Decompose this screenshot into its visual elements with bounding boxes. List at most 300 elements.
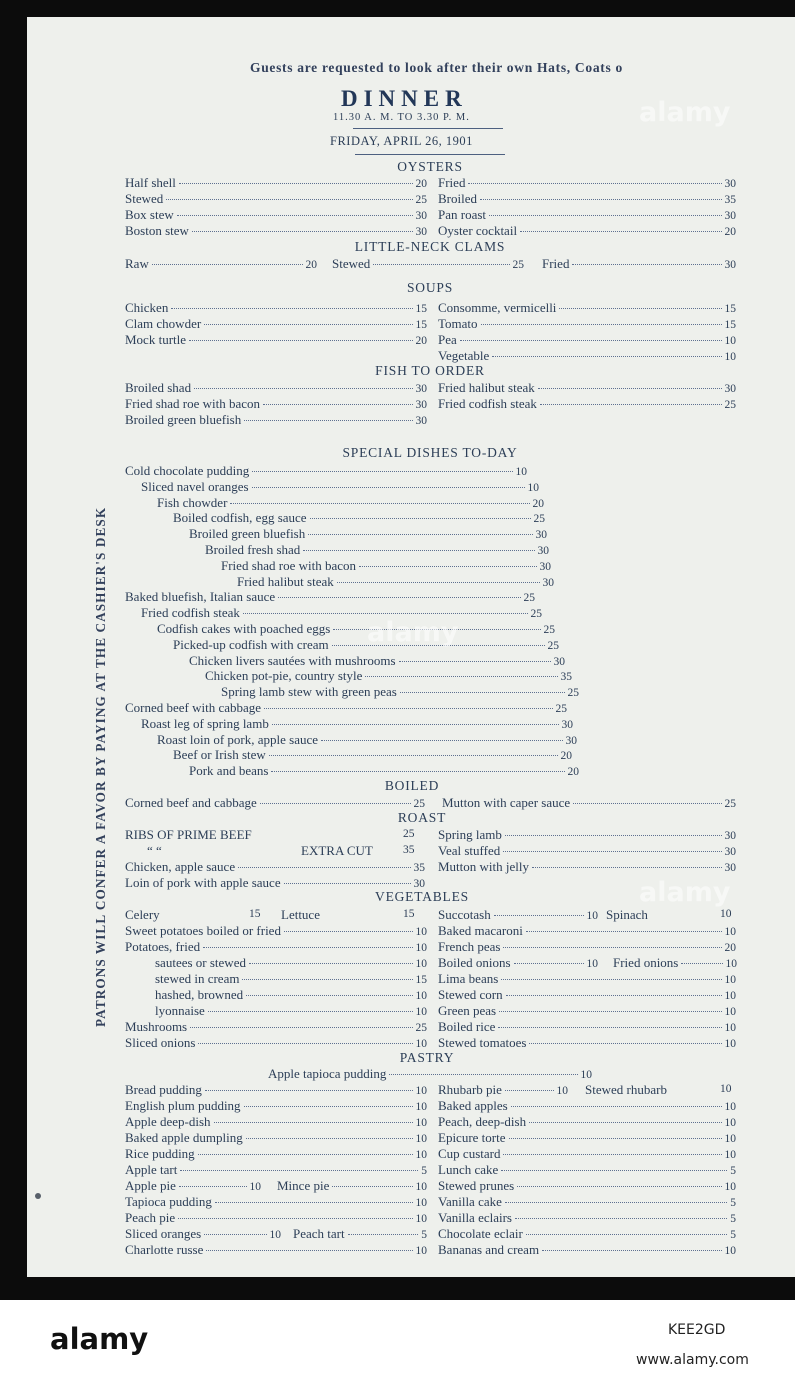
menu-item [438,1162,736,1177]
menu-item-price: 5 [730,1213,736,1225]
menu-item-price: 30 [415,399,427,411]
menu-item [438,1019,736,1034]
dot-leader [152,264,303,265]
menu-item-price: 30 [724,383,736,395]
menu-item [438,1035,736,1050]
menu-item [125,412,427,427]
menu-item [125,396,427,411]
menu-item-name: Tapioca pudding [125,1194,212,1209]
stock-url: www.alamy.com [636,1352,749,1368]
menu-item [438,175,736,190]
menu-item [438,907,598,922]
menu-item-name: Charlotte russe [125,1242,204,1257]
menu-item-price: 30 [539,560,551,573]
menu-item [125,191,427,206]
dot-leader [572,264,721,265]
menu-item [438,1130,736,1145]
dot-leader [332,1186,412,1187]
stock-logo: alamy [50,1322,149,1356]
menu-item-price: 30 [537,545,549,557]
price: 15 [249,908,261,920]
dot-leader [389,1074,577,1075]
menu-item-price: 25 [543,624,555,636]
dot-leader [230,503,529,504]
dot-leader [503,1154,721,1155]
menu-item-name: Chocolate eclair [438,1226,523,1241]
dot-leader [252,471,512,472]
dot-leader [269,755,558,756]
menu-item-price: 10 [724,1133,736,1145]
menu-item-name: Fried [438,175,466,190]
dot-leader [515,1218,727,1219]
menu-item [125,1114,427,1129]
menu-item [542,256,736,271]
menu-item-price: 10 [415,990,427,1002]
menu-item-price: 25 [530,608,542,621]
menu-item [613,955,737,970]
menu-item-name: Picked-up codfish with cream [173,636,329,652]
dot-leader [498,1027,721,1028]
menu-item-name: Peach pie [125,1210,176,1225]
menu-item-name: Rice pudding [125,1146,195,1161]
menu-item [155,955,427,970]
menu-item [157,621,555,636]
menu-item [125,1146,427,1161]
dot-leader [310,518,531,519]
menu-item-price: 10 [724,351,736,363]
menu-item-price: 10 [724,1245,736,1257]
menu-item-name: Sliced onions [125,1035,196,1050]
menu-item-price: 30 [415,383,427,395]
menu-item-price: 10 [415,1181,427,1193]
menu-item-name: Corned beef with cabbage [125,700,262,715]
menu-item-name: Chicken [125,300,169,315]
menu-item [157,495,544,510]
menu-item-name: Chicken pot-pie, country style [205,668,363,684]
menu-item-price: 20 [415,335,427,347]
dot-leader [532,867,722,868]
menu-item [189,763,579,778]
menu-item-price: 35 [413,862,425,874]
menu-item-price: 25 [547,639,559,652]
menu-item-name: lyonnaise [155,1003,205,1018]
dot-leader [505,835,722,836]
menu-item-price: 30 [542,576,554,589]
menu-item-name: Apple pie [125,1178,176,1193]
menu-item-price: 5 [421,1165,427,1177]
menu-item [438,332,736,347]
dot-leader [198,1154,413,1155]
menu-item-price: 10 [580,1069,592,1081]
menu-title: DINNER [341,86,468,111]
menu-item [125,1019,427,1034]
dot-leader [501,979,721,980]
dot-leader [271,771,564,772]
menu-item-price: 30 [415,226,427,238]
menu-item-price: 20 [567,766,579,779]
watermark: alamy [639,97,731,128]
menu-item-name: Cup custard [438,1146,501,1161]
menu-item-name: Fried onions [613,955,679,970]
menu-item-name: Stewed [125,191,164,206]
menu-item-price: 20 [532,497,544,510]
dot-leader [517,1186,721,1187]
menu-item-price: 25 [533,513,545,526]
menu-item [125,316,427,331]
menu-item-price: 10 [415,1133,427,1145]
dot-leader [204,324,412,325]
menu-item-price: 10 [415,1006,427,1018]
menu-item-name: Fish chowder [157,494,228,510]
menu-item [125,1178,261,1193]
menu-item-name: Apple tart [125,1162,178,1177]
menu-item-name: Mushrooms [125,1019,188,1034]
dot-leader [246,1138,413,1139]
menu-item-price: 30 [724,846,736,858]
dot-leader [348,1234,419,1235]
menu-item [438,939,736,954]
menu-item-name: Vanilla eclairs [438,1210,512,1225]
menu-item-name: Baked bluefish, Italian sauce [125,589,276,605]
dot-leader [337,582,540,583]
celery: Celery [125,907,160,922]
dot-leader [506,995,722,996]
dot-leader [399,661,551,662]
menu-item-name: Mock turtle [125,332,187,347]
dot-leader [505,1202,727,1203]
section-roast: ROAST [397,810,447,825]
menu-item [438,1242,736,1257]
menu-item-name: Broiled green bluefish [189,526,306,542]
menu-item [438,843,736,858]
dot-leader [284,931,413,932]
menu-item-name: Potatoes, fried [125,939,201,954]
dot-leader [244,1106,413,1107]
dot-leader [203,947,412,948]
dot-leader [249,963,413,964]
dot-leader [192,231,413,232]
menu-item-price: 10 [586,958,598,970]
menu-item-name: Mutton with jelly [438,859,529,874]
menu-item-name: Fried halibut steak [438,380,535,395]
menu-item [125,1035,427,1050]
dot-leader [681,963,722,964]
dot-leader [166,199,412,200]
menu-item-name: Tomato [438,316,478,331]
dot-leader [198,1043,412,1044]
dot-leader [171,308,412,309]
dot-leader [180,1170,418,1171]
dot-leader [206,1250,412,1251]
dot-leader [509,1138,722,1139]
menu-item-name: Mutton with caper sauce [442,795,571,810]
menu-item [125,1194,427,1209]
menu-item-name: Stewed [332,256,371,271]
menu-item [155,1003,427,1018]
menu-item-price: 10 [724,1101,736,1113]
menu-item [205,668,572,683]
section-boiled: BOILED [384,778,440,793]
menu-item-name: English plum pudding [125,1098,241,1113]
menu-item-name: Spring lamb stew with green peas [221,684,397,700]
menu-item-price: 10 [724,1149,736,1161]
menu-item-name: Peach tart [293,1226,345,1241]
menu-item [125,795,425,810]
menu-item-name: Stewed corn [438,987,503,1002]
dot-leader [503,851,721,852]
menu-item-price: 10 [586,910,598,922]
dot-leader [529,1122,721,1123]
menu-item [157,732,577,747]
menu-item-price: 30 [724,178,736,190]
menu-item-name: Chicken livers sautées with mushrooms [189,652,396,668]
menu-item [189,653,565,668]
menu-item-price: 10 [415,1117,427,1129]
menu-item-name: Stewed prunes [438,1178,515,1193]
dot-leader [460,340,722,341]
header-notice: Guests are requested to look after their own Hats, Coats o [250,60,623,75]
menu-item [155,971,427,986]
menu-item [438,316,736,331]
dot-leader [204,1234,266,1235]
rule [355,154,505,155]
menu-item-price: 10 [415,1245,427,1257]
menu-item-price: 25 [523,592,535,605]
dot-leader [272,724,559,725]
menu-item-price: 10 [724,974,736,986]
menu-item-name: Oyster cocktail [438,223,518,238]
price: 25 [403,828,415,840]
dot-leader [542,1250,721,1251]
menu-item [293,1226,427,1241]
dot-leader [308,534,532,535]
menu-item [189,526,547,541]
menu-item-name: Veal stuffed [438,843,501,858]
section-soups: SOUPS [406,280,454,295]
menu-item [438,191,736,206]
menu-item-price: 15 [415,319,427,331]
dot-leader [529,1043,721,1044]
menu-item-price: 5 [421,1229,427,1241]
menu-item-price: 30 [724,210,736,222]
extra-cut: EXTRA CUT [301,843,373,858]
menu-item-price: 30 [413,878,425,890]
menu-item-price: 10 [724,335,736,347]
menu-item-name: Fried halibut steak [237,573,334,589]
ribs-of-prime-beef: RIBS OF PRIME BEEF [125,827,252,842]
menu-item-name: Baked apples [438,1098,508,1113]
image-code: KEE2GD [668,1322,726,1338]
rule [353,128,503,129]
menu-item [438,1098,736,1113]
menu-item-price: 10 [415,1038,427,1050]
menu-item-name: Vanilla cake [438,1194,502,1209]
menu-item [221,684,579,699]
menu-item [438,207,736,222]
menu-item-price: 10 [725,958,737,970]
price: 10 [720,1083,732,1095]
menu-item-name: Baked apple dumpling [125,1130,243,1145]
menu-item-price: 30 [565,734,577,747]
menu-item [125,923,427,938]
menu-item-price: 10 [415,1197,427,1209]
menu-item-name: Sliced navel oranges [141,478,249,494]
menu-item-name: Half shell [125,175,176,190]
dot-leader [400,692,565,693]
menu-item [438,923,736,938]
menu-item-price: 20 [560,750,572,763]
menu-item-name: Pea [438,332,457,347]
menu-item-name: Stewed tomatoes [438,1035,527,1050]
menu-item-name: Boston stew [125,223,189,238]
menu-item [125,1162,427,1177]
menu-item-price: 25 [415,1022,427,1034]
dot-leader [511,1106,722,1107]
menu-item [221,558,551,573]
menu-item [438,859,736,874]
menu-item-price: 30 [535,529,547,542]
menu-item [438,987,736,1002]
dot-leader [214,1122,413,1123]
menu-item [438,1210,736,1225]
menu-item-price: 20 [415,178,427,190]
menu-item-price: 25 [724,399,736,411]
menu-item [173,510,545,525]
dot-leader [278,597,520,598]
menu-item-name: Corned beef and cabbage [125,795,257,810]
price: 10 [720,908,732,920]
menu-item-name: Apple tapioca pudding [268,1066,387,1081]
menu-item-name: Codfish cakes with poached eggs [157,621,331,636]
menu-item-name: Rhubarb pie [438,1082,502,1097]
menu-item-name: Fried codfish steak [141,605,240,621]
menu-item-name: Green peas [438,1003,497,1018]
menu-item [438,1226,736,1241]
menu-item-name: Consomme, vermicelli [438,300,557,315]
menu-item-price: 5 [730,1165,736,1177]
menu-item-price: 10 [249,1181,261,1193]
menu-item [268,1066,592,1081]
menu-item [438,1082,568,1097]
menu-item-name: Pan roast [438,207,487,222]
menu-item-name: Baked macaroni [438,923,523,938]
menu-item-price: 10 [415,1149,427,1161]
menu-item [438,1178,736,1193]
menu-item-price: 10 [724,926,736,938]
menu-item [125,589,535,604]
dot-leader [243,613,528,614]
dot-leader [573,803,721,804]
menu-item-name: Fried [542,256,570,271]
menu-item [438,1114,736,1129]
dot-leader [501,1170,727,1171]
menu-item-name: French peas [438,939,501,954]
menu-item-price: 10 [415,1213,427,1225]
menu-item [125,939,427,954]
menu-item-price: 10 [724,1006,736,1018]
dot-leader [526,1234,727,1235]
dot-leader [303,550,534,551]
menu-item [173,747,572,762]
menu-item-price: 10 [415,1101,427,1113]
dot-leader [205,1090,413,1091]
menu-item-price: 15 [415,974,427,986]
menu-item [125,207,427,222]
dot-leader [208,1011,413,1012]
section-special: SPECIAL DISHES TO-DAY [342,445,518,460]
menu-item-name: Bananas and cream [438,1242,540,1257]
menu-item-name: Raw [125,256,149,271]
menu-item [438,348,736,363]
menu-item-name: Broiled fresh shad [205,542,301,557]
section-pastry: PASTRY [399,1050,455,1065]
dot-leader [215,1202,413,1203]
dot-leader [260,803,411,804]
menu-item [125,859,425,874]
service-hours: 11.30 A. M. TO 3.30 P. M. [333,112,470,123]
menu-item-name: Peach, deep-dish [438,1114,527,1129]
menu-item-name: Beef or Irish stew [173,747,266,763]
menu-item-name: sautees or stewed [155,955,246,970]
menu-item [125,332,427,347]
menu-item [438,396,736,411]
menu-item [438,1146,736,1161]
dot-leader [480,199,722,200]
dot-leader [499,1011,721,1012]
dot-leader [177,215,413,216]
dot-leader [238,867,410,868]
menu-item [442,795,736,810]
menu-item-name: Roast leg of spring lamb [141,715,269,731]
menu-item-name: Boiled codfish, egg sauce [173,510,307,526]
menu-item-name: Loin of pork with apple sauce [125,875,281,890]
menu-item [438,223,736,238]
dot-leader [505,1090,554,1091]
menu-item-name: Bread pudding [125,1082,202,1097]
dot-leader [179,183,413,184]
dot-leader [321,740,562,741]
menu-item-price: 15 [415,303,427,315]
menu-item-price: 10 [724,1022,736,1034]
section-oysters: OYSTERS [397,159,463,174]
menu-item-price: 10 [556,1085,568,1097]
menu-item [438,1003,736,1018]
menu-item-name: Fried codfish steak [438,396,537,411]
menu-item-price: 5 [730,1197,736,1209]
menu-item-name: Lunch cake [438,1162,499,1177]
menu-item-price: 20 [305,259,317,271]
dot-leader [194,388,412,389]
menu-item-price: 25 [415,194,427,206]
menu-item-price: 30 [724,259,736,271]
menu-item-name: Broiled green bluefish [125,412,242,427]
menu-item [125,463,527,478]
menu-item-name: Chicken, apple sauce [125,859,236,874]
menu-item-price: 30 [415,415,427,427]
spinach: Spinach [606,907,648,922]
dot-leader [365,676,557,677]
menu-item [125,256,317,271]
menu-item [438,300,736,315]
menu-item-price: 30 [553,655,565,668]
menu-item-name: Box stew [125,207,174,222]
price: 35 [403,844,415,856]
menu-item-name: Vegetable [438,348,490,363]
menu-item-name: Sweet potatoes boiled or fried [125,923,281,938]
dot-leader [492,356,721,357]
menu-item [438,955,598,970]
menu-item [141,605,542,620]
